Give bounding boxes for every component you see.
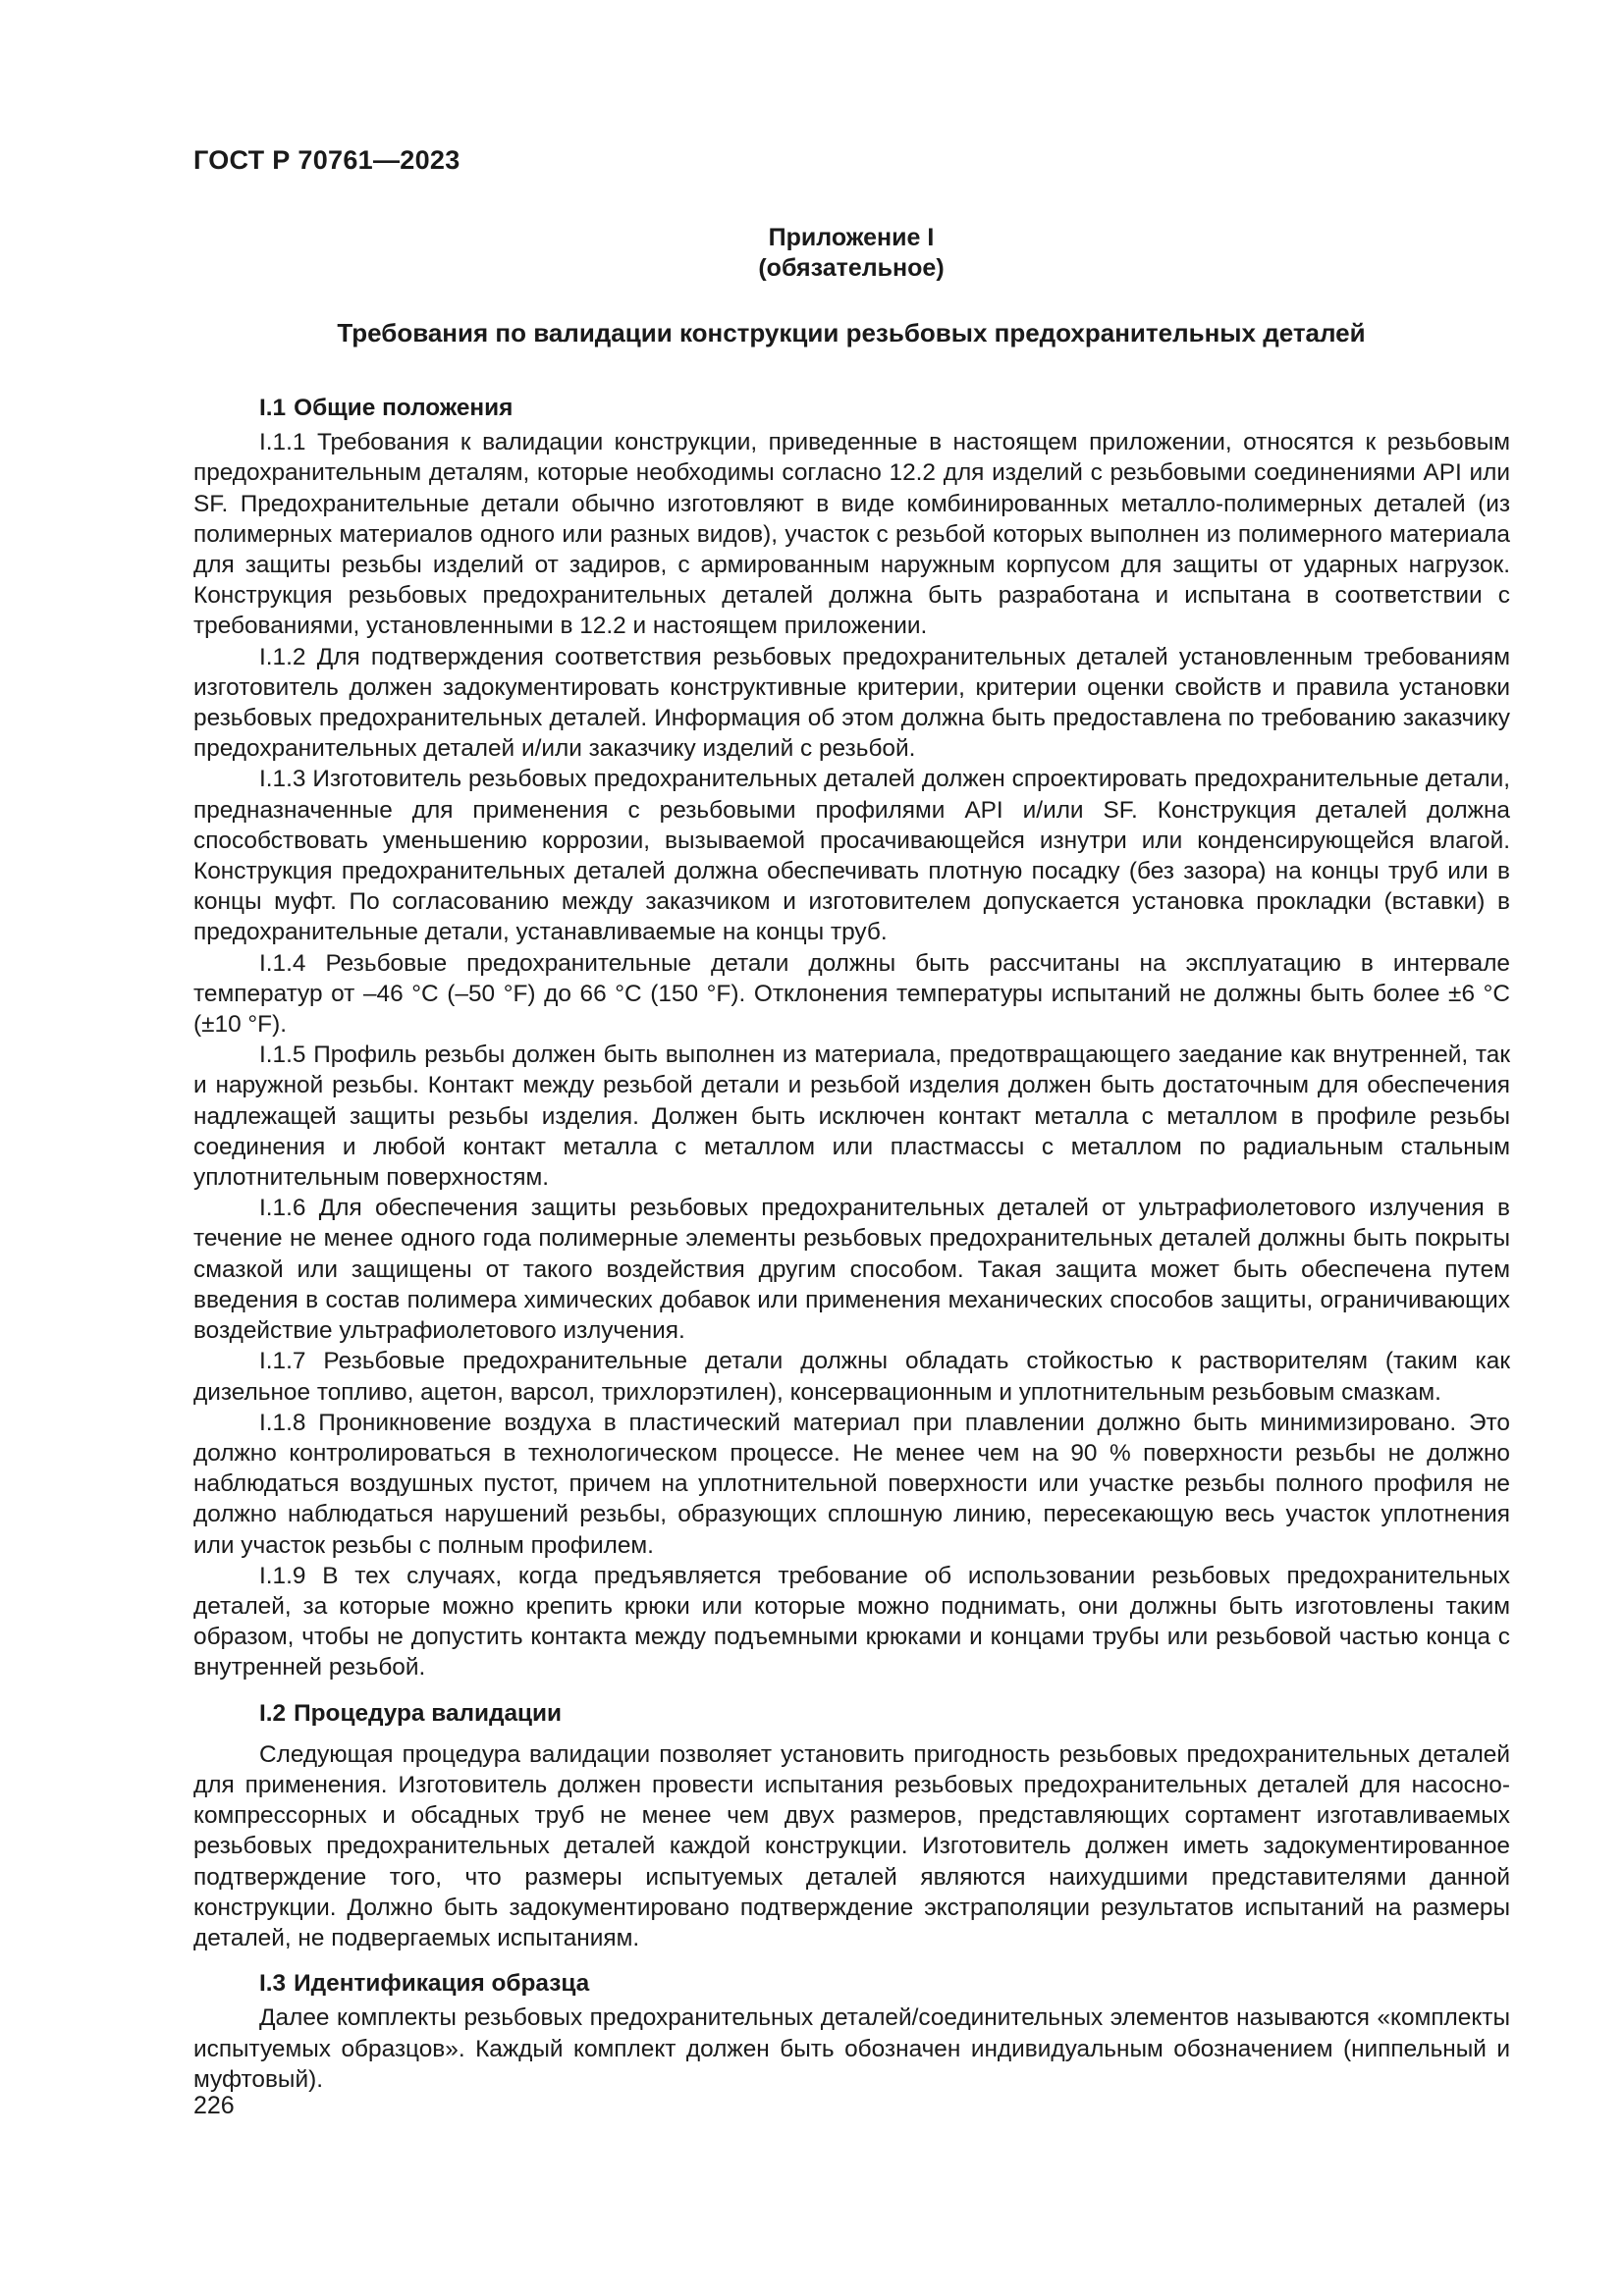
- paragraph: Следующая процедура валидации позволяет установить пригодность резьбовых предохранительных деталей для применения. Изготовитель должен провести испытания резьбовых предохранительных деталей для насосно-компрессорных и обсадных труб не менее чем двух размеров, представляющих сортамент изготавливаемых резьбовых предохранительных деталей каждой конструкции. Изготовитель должен иметь задокументированное подтверждение того, что размеры испытуемых деталей являются наихудшими представителями данной конструкции. Должно быть задокументировано подтверждение экстраполяции результатов испытаний на размеры деталей, не подвергаемых испытаниям.: [193, 1740, 1510, 1951]
- page-number: 226: [193, 2092, 235, 2119]
- section-validation-procedure: [193, 1698, 1510, 1954]
- paragraph: I.1.2 Для подтверждения соответствия резьбовых предохранительных деталей установленным требованиям изготовитель должен задокументировать конструктивные критерии, критерии оценки свойств и правила установки резьбовых предохранительных деталей. Информация об этом должна быть предоставлена по требованию заказчику предохранительных деталей и/или заказчику изделий с резьбой.: [193, 643, 1510, 763]
- paragraph: I.1.8 Проникновение воздуха в пластический материал при плавлении должно быть минимизировано. Это должно контролироваться в технологическом процессе. Не менее чем на 90 % поверхности резьбы не должно наблюдаться воздушных пустот, причем на уплотнительной поверхности или участке резьбы полного профиля не должно наблюдаться нарушений резьбы, образующих сплошную линию, пересекающую весь участок уплотнения или участок резьбы с полным профилем.: [193, 1409, 1510, 1559]
- paragraph: Далее комплекты резьбовых предохранительных деталей/соединительных элементов называются «комплекты испытуемых образцов». Каждый комплект должен быть обозначен индивидуальным обозначением (ниппельный и муфтовый).: [193, 2004, 1510, 2093]
- paragraph: I.1.3 Изготовитель резьбовых предохранительных деталей должен спроектировать предохранительные детали, предназначенные для применения с резьбовыми профилями API и/или SF. Конструкция деталей должна способствовать уменьшению коррозии, вызываемой просачивающейся изнутри или конденсирующейся влагой. Конструкция предохранительных деталей должна обеспечивать плотную посадку (без зазора) на концы труб или в концы муфт. По согласованию между заказчиком и изготовителем допускается установка прокладки (вставки) в предохранительные детали, устанавливаемые на концы труб.: [193, 766, 1510, 946]
- appendix-title: Приложение I: [768, 224, 935, 251]
- section-number: I.2: [259, 1699, 287, 1727]
- section-heading: [193, 393, 1510, 423]
- appendix-heading: [193, 223, 1509, 284]
- section-heading: [193, 1698, 1510, 1729]
- paragraph: I.1.7 Резьбовые предохранительные детали должны обладать стойкостью к растворителям (таким как дизельное топливо, ацетон, варсол, трихлорэтилен), консервационным и уплотнительным резьбовым смазкам.: [193, 1348, 1510, 1406]
- section-number: I.1: [259, 395, 287, 421]
- section-title: Общие положения: [294, 395, 514, 421]
- section-sample-identification: [193, 1968, 1510, 2095]
- section-general-provisions: [193, 393, 1510, 1683]
- paragraph: I.1.5 Профиль резьбы должен быть выполнен из материала, предотвращающего заедание как внутренней, так и наружной резьбы. Контакт между резьбой детали и резьбой изделия должен быть достаточным для обеспечения надлежащей защиты резьбы изделия. Должен быть исключен контакт металла с металлом в профиле резьбы соединения и любой контакт металла с металлом или пластмассы с металлом по радиальным стальным уплотнительным поверхностям.: [193, 1041, 1510, 1192]
- appendix-subject-title: Требования по валидации конструкции резьбовых предохранительных деталей: [337, 318, 1366, 347]
- section-title: Процедура валидации: [294, 1699, 563, 1727]
- document-body: [193, 393, 1510, 2109]
- paragraph: I.1.9 В тех случаях, когда предъявляется требование об использовании резьбовых предохранительных деталей, за которые можно крепить крюки или которые можно поднимать, они должны быть изготовлены таким образом, чтобы не допустить контакта между подъемными крюками и концами трубы или резьбовой частью конца с внутренней резьбой.: [193, 1562, 1510, 1682]
- paragraph: I.1.1 Требования к валидации конструкции, приведенные в настоящем приложении, относятся к резьбовым предохранительным деталям, которые необходимы согласно 12.2 для изделий с резьбовыми соединениями API или SF. Предохранительные детали обычно изготовляют в виде комбинированных металло-полимерных деталей (из полимерных материалов одного или разных видов), участок с резьбой которых выполнен из полимерного материала для защиты резьбы изделий от задиров, с армированным наружным корпусом для защиты от ударных нагрузок. Конструкция резьбовых предохранительных деталей должна быть разработана и испытана в соответствии с требованиями, установленными в 12.2 и настоящем приложении.: [193, 429, 1510, 640]
- document-code: ГОСТ Р 70761—2023: [193, 145, 460, 175]
- section-title: Идентификация образца: [294, 1970, 590, 1998]
- paragraph: I.1.6 Для обеспечения защиты резьбовых предохранительных деталей от ультрафиолетового излучения в течение не менее одного года полимерные элементы резьбовых предохранительных деталей должны быть покрыты смазкой или защищены от такого воздействия другим способом. Такая защита может быть обеспечена путем введения в состав полимера химических добавок или применения механических способов защиты, ограничивающих воздействие ультрафиолетового излучения.: [193, 1195, 1510, 1345]
- paragraph: I.1.4 Резьбовые предохранительные детали должны быть рассчитаны на эксплуатацию в интервале температур от –46 °C (–50 °F) до 66 °C (150 °F). Отклонения температуры испытаний не должны быть более ±6 °C (±10 °F).: [193, 949, 1510, 1039]
- section-heading: [193, 1968, 1510, 1999]
- appendix-status: (обязательное): [758, 254, 945, 282]
- section-number: I.3: [259, 1970, 287, 1998]
